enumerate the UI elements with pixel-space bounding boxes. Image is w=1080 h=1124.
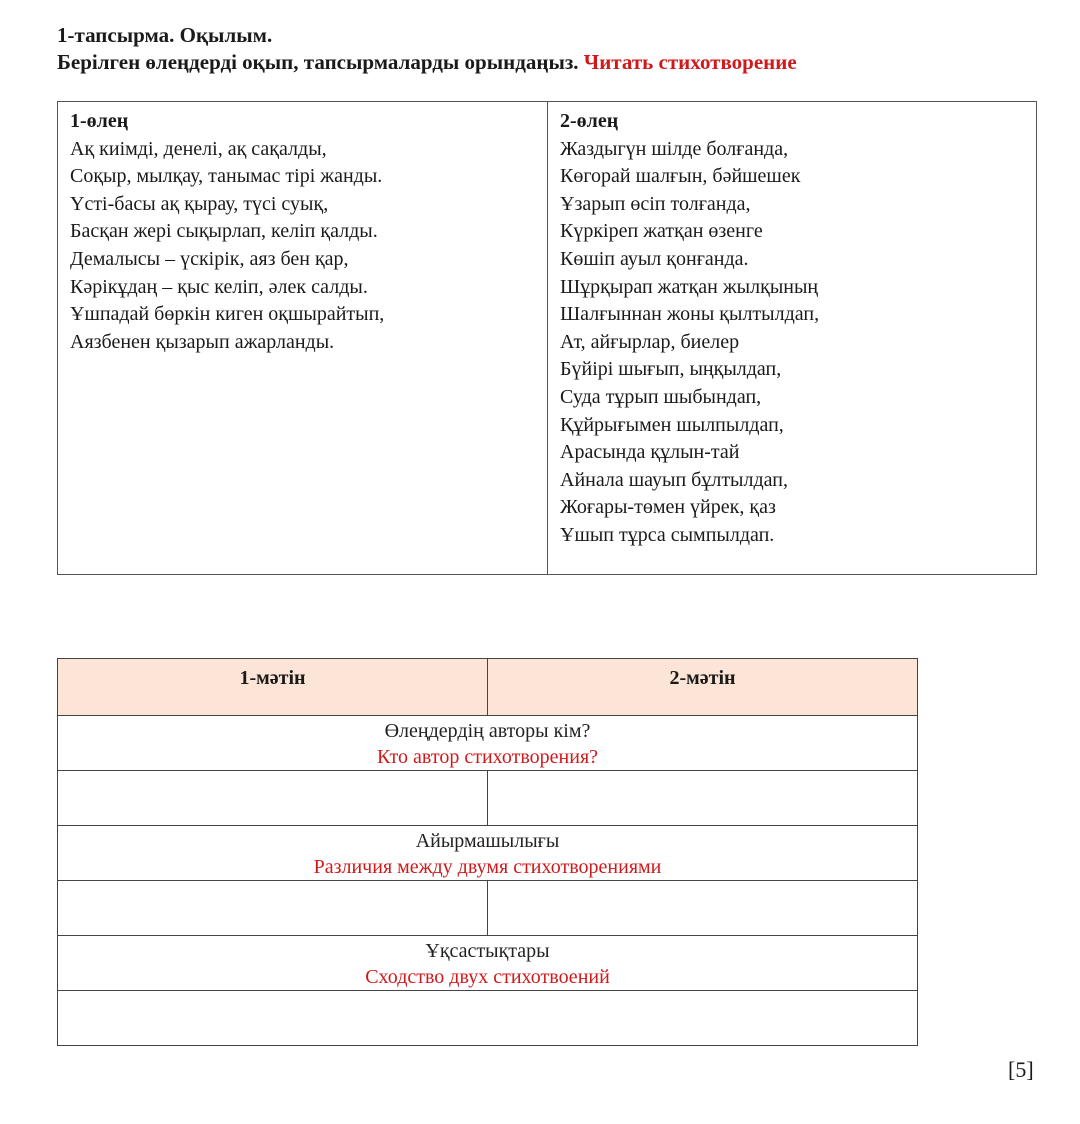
answer-cell-text-1[interactable] [58,771,488,826]
answer-cell-text-2[interactable] [488,771,918,826]
poem-line: Арасында құлын-тай [560,441,740,464]
poem-line: Шұрқырап жатқан жылқының [560,275,819,298]
poem-line: Соқыр, мылқау, танымас тірі жанды. [70,165,383,188]
poem-line: Бүйірі шығып, ыңқылдап, [560,358,782,381]
poem-2-title: 2-өлең [560,110,619,132]
poem-line: Жоғары-төмен үйрек, қаз [560,496,776,519]
poem-2 [548,102,1036,574]
question-differences [58,826,918,881]
task-title: 1-тапсырма. Оқылым. [57,23,273,47]
poem-line: Демалысы – үскірік, аяз бен қар, [70,247,349,270]
question-ru: Кто автор стихотворения? [376,746,599,768]
poem-1-title: 1-өлең [70,110,129,132]
poem-line: Жаздыгүн шілде болғанда, [560,137,789,160]
poem-line: Шалғыннан жоны қылтылдап, [560,303,820,326]
answer-cell-text-1[interactable] [58,881,488,936]
poem-line: Аязбенен қызарып ажарланды. [70,330,335,353]
question-kz: Өлеңдердің авторы кім? [384,720,591,742]
instruction-kz: Берілген өлеңдерді оқып, тапсырмаларды орындаңыз. [57,50,579,74]
answer-cell-text-2[interactable] [488,881,918,936]
question-ru: Сходство двух стихотвоений [365,966,610,988]
poem-line: Ақ киімді, денелі, ақ сақалды, [70,137,327,160]
header-text-1: 1-мәтін [58,659,488,716]
poem-line: Көшіп ауыл қонғанда. [560,247,749,270]
poem-line: Айнала шауып бұлтылдап, [560,468,788,491]
question-kz: Айырмашылығы [415,830,560,852]
poems-table [57,101,1037,575]
poem-line: Үсті-басы ақ қырау, түсі суық, [70,192,329,215]
score-points: [5] [1008,1057,1034,1082]
poem-line: Басқан жері сықырлап, келіп қалды. [70,220,378,243]
question-row-similarities [58,936,918,991]
question-author [58,716,918,771]
poem-line: Ұшып тұрса сымпылдап. [560,523,775,546]
poem-line: Көгорай шалғын, бәйшешек [560,165,801,188]
poem-line: Құйрығымен шылпылдап, [560,413,784,436]
question-row-differences [58,826,918,881]
instruction [57,49,797,75]
poem-line: Ұшпадай бөркін киген оқшырайтып, [70,303,385,326]
question-ru: Различия между двумя стихотворениями [313,856,662,878]
question-kz: Ұқсастықтары [425,940,550,962]
table-header-row [58,659,918,716]
comparison-table [57,658,918,1046]
question-similarities [58,936,918,991]
question-row-author [58,716,918,771]
poem-line: Күркіреп жатқан өзенге [560,220,763,243]
poem-line: Ұзарып өсіп толғанда, [560,192,751,215]
poem-line: Ат, айғырлар, биелер [560,330,740,353]
answer-row-author [58,771,918,826]
answer-row-differences [58,881,918,936]
header-text-2: 2-мәтін [488,659,918,716]
answer-row-similarities [58,991,918,1046]
instruction-ru: Читать стихотворение [583,50,797,74]
answer-cell-similarities[interactable] [58,991,918,1046]
poem-line: Кәрікұдаң – қыс келіп, әлек салды. [70,275,368,298]
poem-line: Суда тұрып шыбындап, [560,385,762,408]
poem-1 [58,102,548,574]
